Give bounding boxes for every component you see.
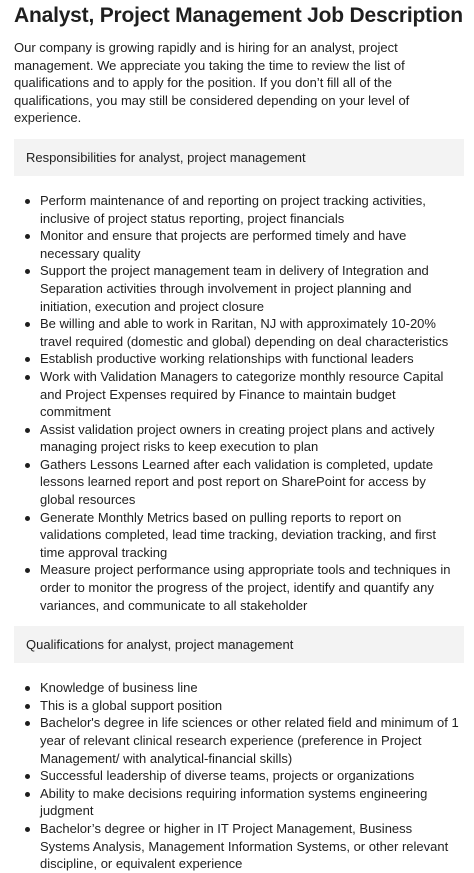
page-title: Analyst, Project Management Job Description (14, 4, 463, 27)
qualifications-list (14, 679, 464, 873)
bullet-icon (25, 199, 30, 204)
bullet-icon (25, 721, 30, 726)
list-item: Monitor and ensure that projects are performed timely and have necessary quality (14, 227, 464, 262)
bullet-icon (25, 375, 30, 380)
list-item: Ability to make decisions requiring information systems engineering judgment (14, 785, 464, 820)
list-item: Generate Monthly Metrics based on pulling reports to report on validations completed, lead time tracking, deviation tracking, and first time approval tracking (14, 509, 464, 562)
responsibilities-heading: Responsibilities for analyst, project management (14, 139, 464, 176)
bullet-icon (25, 234, 30, 239)
bullet-icon (25, 827, 30, 832)
bullet-icon (25, 516, 30, 521)
list-item: Be willing and able to work in Raritan, NJ with approximately 10-20% travel required (domestic and global) depending on deal characteristics (14, 315, 464, 350)
list-item: Support the project management team in delivery of Integration and Separation activities through involvement in project planning and initiation, execution and project closure (14, 262, 464, 315)
bullet-icon (25, 428, 30, 433)
bullet-icon (25, 704, 30, 709)
list-item: Successful leadership of diverse teams, projects or organizations (14, 767, 464, 785)
intro-paragraph: Our company is growing rapidly and is hiring for an analyst, project management. We appreciate you taking the time to review the list of qualifications and to apply for the position. If you don’t fill all of the qualifications, you may still be considered depending on your level of experience. (14, 40, 410, 126)
bullet-icon (25, 463, 30, 468)
list-item: Work with Validation Managers to categorize monthly resource Capital and Project Expenses required by Finance to maintain budget commitment (14, 368, 464, 421)
list-item: Knowledge of business line (14, 679, 464, 697)
list-item: Bachelor's degree in life sciences or other related field and minimum of 1 year of relevant clinical research experience (preference in Project Management/ with analytical-financial skills) (14, 714, 464, 767)
bullet-icon (25, 568, 30, 573)
list-item: This is a global support position (14, 697, 464, 715)
list-item: Bachelor’s degree or higher in IT Project Management, Business Systems Analysis, Management Information Systems, or other relevant discipline, or equivalent experience (14, 820, 464, 873)
list-item: Gathers Lessons Learned after each validation is completed, update lessons learned report and post report on SharePoint for access by global resources (14, 456, 464, 509)
list-item: Assist validation project owners in creating project plans and actively managing project risks to keep execution to plan (14, 421, 464, 456)
list-item: Measure project performance using appropriate tools and techniques in order to monitor the progress of the project, identify and quantify any variances, and communicate to all stakeholder (14, 561, 464, 614)
responsibilities-list (14, 192, 464, 614)
bullet-icon (25, 774, 30, 779)
qualifications-heading: Qualifications for analyst, project management (14, 626, 464, 663)
bullet-icon (25, 269, 30, 274)
bullet-icon (25, 792, 30, 797)
bullet-icon (25, 357, 30, 362)
bullet-icon (25, 322, 30, 327)
list-item: Establish productive working relationships with functional leaders (14, 350, 464, 368)
list-item: Perform maintenance of and reporting on project tracking activities, inclusive of project status reporting, project financials (14, 192, 464, 227)
bullet-icon (25, 686, 30, 691)
